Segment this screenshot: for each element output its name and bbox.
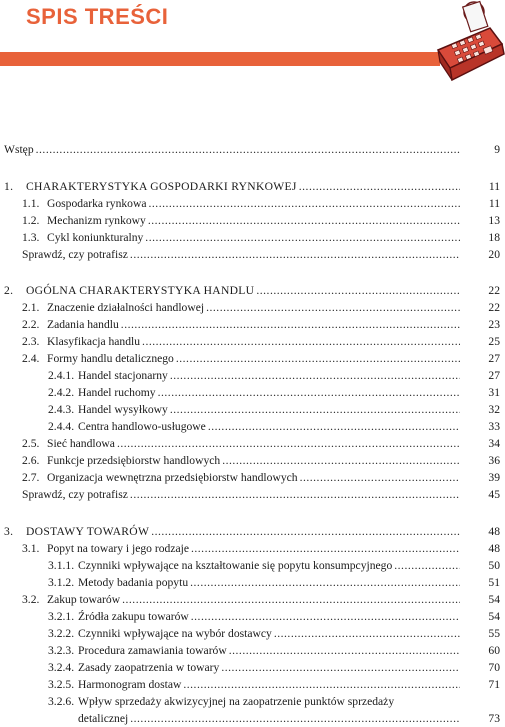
toc-entry-number: 2.2.	[22, 318, 40, 331]
toc-entry-title: Mechanizm rynkowy	[47, 214, 146, 227]
toc-entry-title: Wpływ sprzedaży akwizycyjnej na zaopatrzenie punktów sprzedaży	[78, 695, 395, 708]
toc-entry-row[interactable]	[0, 693, 505, 710]
toc-entry-title: DOSTAWY TOWARÓW	[26, 525, 150, 538]
toc-page-number: 9	[494, 143, 500, 156]
toc-entry-row[interactable]	[0, 435, 505, 452]
dot-leader	[130, 486, 460, 503]
dot-leader	[176, 350, 460, 367]
toc-page-number: 55	[488, 627, 500, 640]
header-accent-bar	[0, 52, 440, 66]
dot-leader	[148, 212, 460, 229]
toc-entry-title: Sprawdź, czy potrafisz	[22, 488, 128, 501]
toc-entry-row[interactable]	[0, 141, 505, 158]
toc-entry-row[interactable]	[0, 469, 505, 486]
dot-leader	[222, 452, 460, 469]
toc-entry-row[interactable]	[0, 418, 505, 435]
toc-entry-title: Handel wysyłkowy	[78, 403, 168, 416]
page-title: SPIS TREŚCI	[26, 4, 169, 29]
toc-entry-row[interactable]	[0, 384, 505, 401]
dot-leader	[299, 178, 460, 195]
toc-entry-number: 2.4.4.	[48, 420, 75, 433]
toc-entry-number: 3.2.2.	[48, 627, 75, 640]
toc-entry-title: Handel stacjonarny	[78, 369, 168, 382]
toc-entry-title: OGÓLNA CHARAKTERYSTYKA HANDLU	[26, 284, 255, 297]
dot-leader	[158, 384, 460, 401]
toc-entry-number: 2.4.	[22, 352, 40, 365]
toc-page-number: 32	[488, 403, 500, 416]
toc-page-number: 45	[488, 488, 500, 501]
toc-chapter-row[interactable]	[0, 282, 505, 299]
toc-entry-number: 3.	[4, 525, 14, 538]
toc-entry-row[interactable]	[0, 229, 505, 246]
toc-entry-title: Metody badania popytu	[78, 576, 189, 589]
toc-entry-number: 2.4.1.	[48, 369, 75, 382]
toc-entry-title: Harmonogram dostaw	[78, 678, 182, 691]
toc-page-number: 31	[488, 386, 500, 399]
dot-leader	[190, 574, 460, 591]
toc-entry-number: 2.4.2.	[48, 386, 75, 399]
toc-page-number: 27	[488, 352, 500, 365]
toc-entry-number: 2.4.3.	[48, 403, 75, 416]
toc-entry-number: 3.2.3.	[48, 644, 75, 657]
dot-leader	[151, 523, 460, 540]
toc-entry-row[interactable]	[0, 574, 505, 591]
toc-entry-number: 3.2.6.	[48, 695, 75, 708]
toc-entry-number: 3.1.2.	[48, 576, 75, 589]
dot-leader	[300, 469, 460, 486]
toc-entry-title: Funkcje przedsiębiorstw handlowych	[47, 454, 221, 467]
toc-entry-title: Handel ruchomy	[78, 386, 156, 399]
dot-leader	[130, 246, 460, 263]
toc-entry-row[interactable]	[0, 642, 505, 659]
toc-entry-row[interactable]	[0, 367, 505, 384]
toc-entry-title: Zadania handlu	[47, 318, 119, 331]
toc-entry-row[interactable]	[0, 316, 505, 333]
toc-entry-row[interactable]	[0, 195, 505, 212]
toc-entry-title: Czynniki wpływające na kształtowanie się popytu konsumpcyjnego	[78, 559, 393, 572]
toc-entry-row[interactable]	[0, 452, 505, 469]
toc-entry-row[interactable]	[0, 486, 505, 503]
toc-entry-number: 1.3.	[22, 231, 40, 244]
dot-leader	[170, 401, 460, 418]
toc-chapter-row[interactable]	[0, 178, 505, 195]
toc-entry-number: 1.1.	[22, 197, 40, 210]
dot-leader	[117, 435, 460, 452]
toc-entry-row[interactable]	[0, 557, 505, 574]
toc-page-number: 54	[488, 593, 500, 606]
dot-leader	[256, 282, 460, 299]
dot-leader	[142, 333, 460, 350]
toc-entry-title: Procedura zamawiania towarów	[78, 644, 227, 657]
toc-entry-row[interactable]	[0, 625, 505, 642]
toc-page-number: 27	[488, 369, 500, 382]
dot-leader	[145, 229, 460, 246]
toc-entry-title: Klasyfikacja handlu	[47, 335, 141, 348]
toc-page-number: 60	[488, 644, 500, 657]
toc-entry-number: 3.2.4.	[48, 661, 75, 674]
dot-leader	[183, 676, 460, 693]
dot-leader	[274, 625, 460, 642]
dot-leader	[122, 591, 460, 608]
toc-entry-row[interactable]	[0, 212, 505, 229]
toc-entry-row[interactable]	[0, 299, 505, 316]
toc-entry-title: Centra handlowo-usługowe	[78, 420, 206, 433]
toc-page-number: 11	[488, 197, 500, 210]
toc-entry-row[interactable]	[0, 676, 505, 693]
dot-leader	[149, 195, 461, 212]
toc-page-number: 23	[488, 318, 500, 331]
dot-leader	[208, 418, 460, 435]
dot-leader	[130, 710, 460, 727]
toc-entry-number: 2.3.	[22, 335, 40, 348]
toc-entry-row[interactable]	[0, 333, 505, 350]
toc-page-number: 18	[488, 231, 500, 244]
toc-page-number: 36	[488, 454, 500, 467]
toc-entry-number: 1.2.	[22, 214, 40, 227]
toc-page-number: 34	[488, 437, 500, 450]
toc-entry-number: 3.2.5.	[48, 678, 75, 691]
toc-entry-title-continued: detalicznej	[78, 712, 129, 725]
toc-entry-row[interactable]	[0, 401, 505, 418]
dot-leader	[191, 608, 460, 625]
toc-page-number: 51	[488, 576, 500, 589]
toc-entry-title: Zasady zaopatrzenia w towary	[78, 661, 220, 674]
toc-entry-title: Cykl koniunkturalny	[47, 231, 144, 244]
toc-entry-number: 2.1.	[22, 301, 40, 314]
toc-chapter-row[interactable]	[0, 523, 505, 540]
toc-entry-number: 3.2.1.	[48, 610, 75, 623]
toc-entry-continuation[interactable]	[0, 710, 505, 727]
toc-page-number: 33	[488, 420, 500, 433]
toc-entry-number: 2.7.	[22, 471, 40, 484]
toc-page-number: 48	[488, 542, 500, 555]
toc-entry-number: 1.	[4, 180, 14, 193]
toc-page-number: 73	[488, 712, 500, 725]
toc-entry-number: 2.6.	[22, 454, 40, 467]
toc-entry-row[interactable]	[0, 246, 505, 263]
toc-page-number: 13	[488, 214, 500, 227]
toc-page-number: 70	[488, 661, 500, 674]
toc-entry-number: 3.1.	[22, 542, 40, 555]
toc-entry-title: Gospodarka rynkowa	[47, 197, 147, 210]
calculator-cash-register-icon	[432, 0, 505, 84]
toc-entry-title: Sprawdź, czy potrafisz	[22, 248, 128, 261]
dot-leader	[170, 367, 460, 384]
toc-entry-title: Zakup towarów	[47, 593, 121, 606]
toc-entry-number: 2.	[4, 284, 14, 297]
toc-entry-row[interactable]	[0, 350, 505, 367]
toc-page-number: 50	[488, 559, 500, 572]
toc-page-number: 71	[488, 678, 500, 691]
toc-page-number: 54	[488, 610, 500, 623]
toc-page-number: 22	[488, 284, 500, 297]
toc-page-number: 39	[488, 471, 500, 484]
dot-leader	[206, 299, 460, 316]
toc-entry-title: CHARAKTERYSTYKA GOSPODARKI RYNKOWEJ	[26, 180, 297, 193]
dot-leader	[221, 659, 460, 676]
toc-entry-number: 3.1.1.	[48, 559, 75, 572]
dot-leader	[36, 141, 460, 158]
dot-leader	[191, 540, 460, 557]
toc-entry-title: Formy handlu detalicznego	[47, 352, 174, 365]
toc-page-number: 25	[488, 335, 500, 348]
dot-leader	[121, 316, 460, 333]
toc-entry-title: Wstęp	[4, 143, 34, 156]
toc-entry-title: Organizacja wewnętrzna przedsiębiorstw handlowych	[47, 471, 298, 484]
toc-entry-title: Popyt na towary i jego rodzaje	[47, 542, 189, 555]
toc-entry-row[interactable]	[0, 659, 505, 676]
toc-entry-row[interactable]	[0, 608, 505, 625]
toc-entry-row[interactable]	[0, 591, 505, 608]
toc-entry-title: Czynniki wpływające na wybór dostawcy	[78, 627, 272, 640]
toc-entry-number: 2.5.	[22, 437, 40, 450]
dot-leader	[394, 557, 460, 574]
toc-page-number: 22	[488, 301, 500, 314]
dot-leader	[229, 642, 460, 659]
toc-entry-number: 3.2.	[22, 593, 40, 606]
toc-page-number: 20	[488, 248, 500, 261]
toc-page-number: 48	[488, 525, 500, 538]
toc-page-number: 11	[488, 180, 500, 193]
toc-entry-title: Znaczenie działalności handlowej	[47, 301, 205, 314]
toc-entry-title: Źródła zakupu towarów	[78, 610, 189, 623]
toc-entry-row[interactable]	[0, 540, 505, 557]
toc-entry-title: Sieć handlowa	[47, 437, 115, 450]
